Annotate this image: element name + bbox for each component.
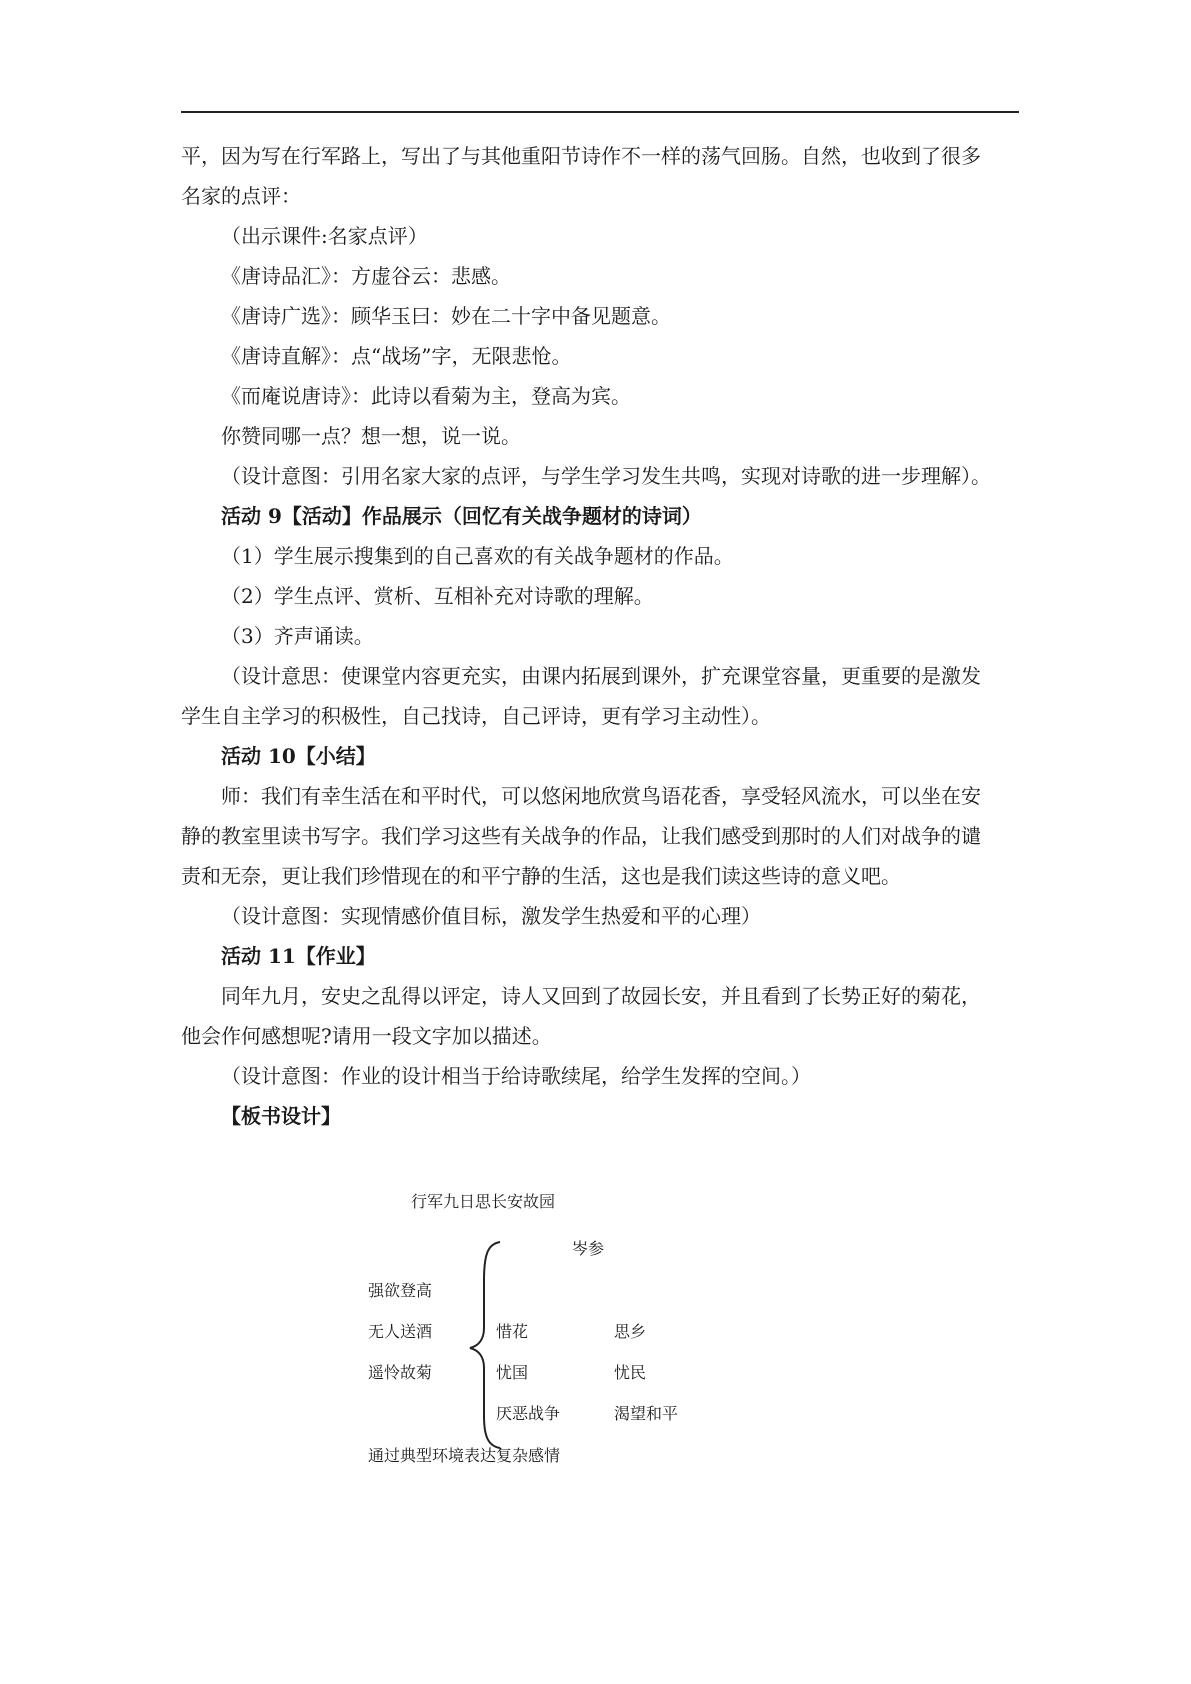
quote-line: 《唐诗品汇》：方虚谷云：悲感。 (221, 264, 511, 288)
list-item: （2）学生点评、赏析、互相补充对诗歌的理解。 (221, 584, 654, 608)
board-right-item: 忧民 (614, 1363, 647, 1382)
quote-line: 《唐诗直解》：点“战场”字，无限悲怆。 (221, 344, 572, 368)
board-left-item: 强欲登高 (368, 1281, 433, 1300)
board-left-item: 无人送酒 (368, 1322, 433, 1341)
paragraph: 师：我们有幸生活在和平时代，可以悠闲地欣赏鸟语花香，享受轻风流水，可以坐在安 (221, 784, 981, 808)
activity-heading: 活动 11【作业】 (221, 944, 376, 968)
paragraph: 他会作何感想呢?请用一段文字加以描述。 (181, 1024, 552, 1048)
board-summary: 通过典型环境表达复杂感情 (368, 1446, 561, 1465)
board-left-item: 遥怜故菊 (368, 1363, 433, 1382)
design-intent: （设计意图：引用名家大家的点评，与学生学习发生共鸣，实现对诗歌的进一步理解）。 (221, 464, 991, 488)
activity-heading: 活动 9【活动】作品展示（回忆有关战争题材的诗词） (221, 504, 702, 528)
board-author: 岑参 (572, 1239, 605, 1258)
quote-line: 《而庵说唐诗》：此诗以看菊为主，登高为宾。 (221, 384, 631, 408)
board-right-item: 惜花 (496, 1322, 529, 1341)
paragraph: 责和无奈，更让我们珍惜现在的和平宁静的生活，这也是我们读这些诗的意义吧。 (181, 864, 901, 888)
paragraph: 静的教室里读书写字。我们学习这些有关战争的作品，让我们感受到那时的人们对战争的谴 (181, 824, 981, 848)
board-right-item: 渴望和平 (614, 1404, 679, 1423)
board-right-item: 忧国 (496, 1363, 529, 1382)
board-right-item: 思乡 (614, 1322, 647, 1341)
activity-heading: 活动 10【小结】 (221, 744, 376, 768)
paragraph: 平，因为写在行军路上，写出了与其他重阳节诗作不一样的荡气回肠。自然，也收到了很多 (181, 144, 981, 168)
list-item: （3）齐声诵读。 (221, 624, 374, 648)
paragraph: 名家的点评： (181, 184, 301, 208)
board-right-item: 厌恶战争 (496, 1404, 561, 1423)
board-title: 行军九日思长安故园 (411, 1192, 556, 1211)
paragraph: 你赞同哪一点？想一想，说一说。 (221, 424, 521, 448)
quote-line: 《唐诗广选》：顾华玉曰：妙在二十字中备见题意。 (221, 304, 671, 328)
design-intent-cont: 学生自主学习的积极性，自己找诗，自己评诗，更有学习主动性）。 (181, 704, 771, 728)
section-heading: 【板书设计】 (221, 1104, 341, 1128)
design-intent: （设计意图：实现情感价值目标，激发学生热爱和平的心理） (221, 904, 761, 928)
paragraph: （出示课件:名家点评） (221, 224, 428, 248)
document-body (181, 136, 1019, 1136)
list-item: （1）学生展示搜集到的自己喜欢的有关战争题材的作品。 (221, 544, 734, 568)
design-intent: （设计意图：作业的设计相当于给诗歌续尾，给学生发挥的空间。） (221, 1064, 811, 1088)
header-rule (181, 111, 1019, 113)
paragraph: 同年九月，安史之乱得以评定，诗人又回到了故园长安，并且看到了长势正好的菊花， (221, 984, 981, 1008)
design-intent: （设计意思：使课堂内容更充实，由课内拓展到课外，扩充课堂容量，更重要的是激发 (221, 664, 981, 688)
